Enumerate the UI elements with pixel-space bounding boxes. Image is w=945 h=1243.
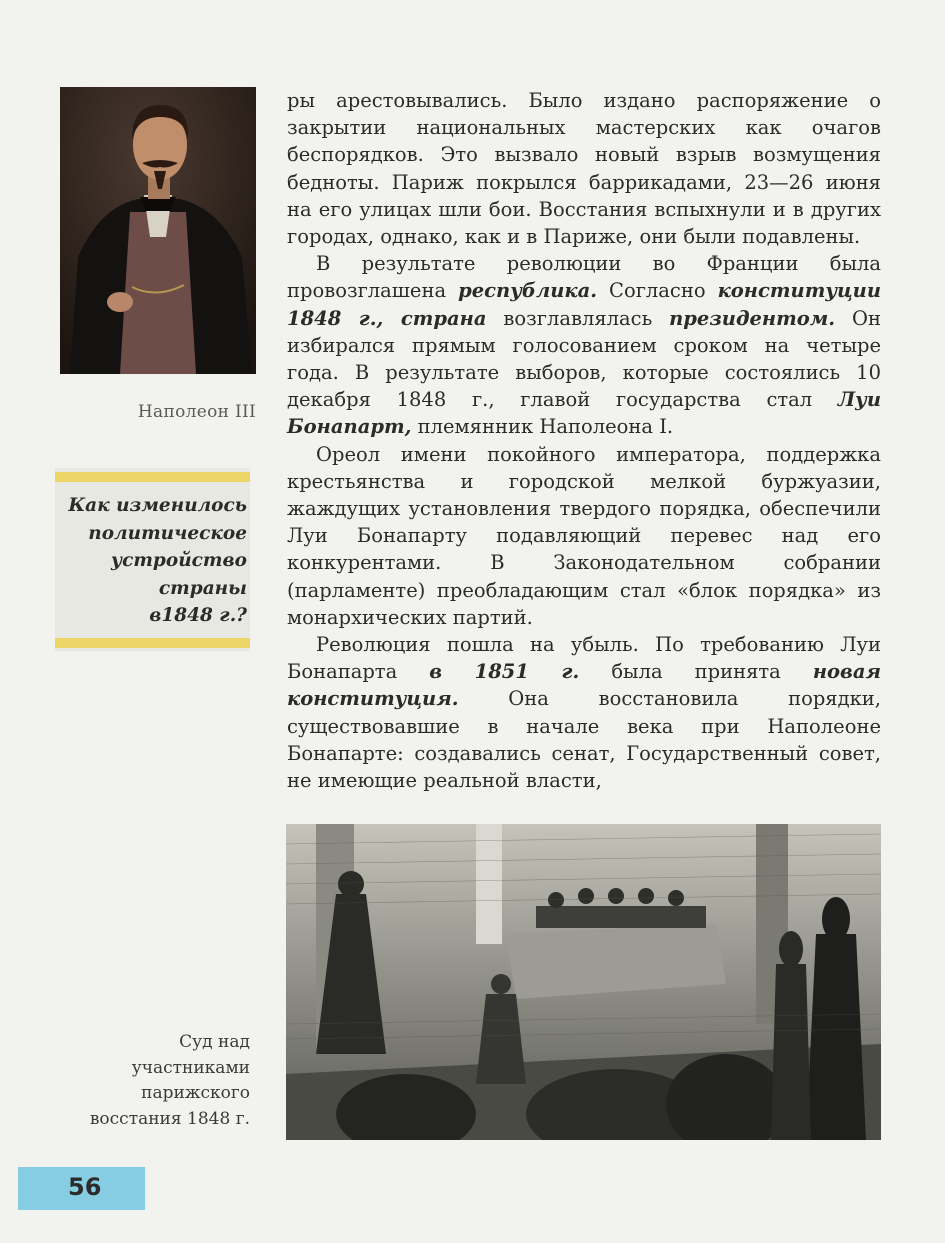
question-line: политическое bbox=[88, 522, 247, 544]
emphasis-term: новая конституция. bbox=[287, 660, 881, 711]
main-text bbox=[287, 87, 881, 794]
emphasis-term: конституции 1848 г., страна bbox=[287, 279, 882, 330]
text-run: Революция пошла на убыль. По требованию Луи Бонапарта bbox=[287, 633, 881, 684]
question-box bbox=[55, 468, 250, 651]
text-run: В результате революции во Франции была провозглашена bbox=[287, 252, 881, 303]
text-run: Согласно bbox=[597, 279, 718, 303]
paragraph-4 bbox=[287, 631, 881, 794]
caption-line: восстания 1848 г. bbox=[89, 1108, 250, 1129]
napoleon-iii-portrait bbox=[60, 87, 256, 374]
text-run: племянник Наполеона I. bbox=[411, 415, 674, 439]
emphasis-term: республика. bbox=[458, 279, 598, 303]
page-number: 56 bbox=[68, 1173, 102, 1201]
question-text bbox=[57, 492, 247, 630]
question-bottom-bar bbox=[55, 638, 250, 648]
text-run: была принята bbox=[579, 660, 813, 684]
paragraph-2 bbox=[287, 250, 881, 440]
emphasis-term: Луи Бонапарт, bbox=[287, 388, 881, 439]
text-run: возглавлялась bbox=[486, 306, 670, 330]
caption-line: парижского bbox=[141, 1083, 250, 1103]
text-run: Она восстановила порядки, существовавшие в начале века при Наполеоне Бонапарте: создавались сенат, Государственный совет, не имеющие реальной власти, bbox=[287, 687, 881, 793]
emphasis-term: президентом. bbox=[669, 306, 836, 330]
engraving-caption bbox=[40, 1030, 250, 1132]
paragraph-1: ры арестовывались. Было издано распоряжение о закрытии национальных мастерских как очагов беспорядков. Это вызвало новый взрыв возмущения бедноты. Париж покрылся баррикадами, 23—26 июня на его улицах шли бои. Восстания вспыхнули и в других городах, однако, как и в Париже, они были подавлены. bbox=[287, 89, 881, 249]
question-top-bar bbox=[55, 472, 250, 482]
paragraph-3: Ореол имени покойного императора, поддержка крестьянства и городской мелкой буржуазии, жаждущих установления твердого порядка, обеспечили Луи Бонапарту подавляющий перевес над его конкурентами. В Законодательном собрании (парламенте) преобладающим стал «блок порядка» из монархических партий. bbox=[287, 442, 881, 629]
question-line: устройство bbox=[111, 550, 247, 571]
trial-engraving bbox=[286, 824, 881, 1140]
emphasis-term: в 1851 г. bbox=[429, 660, 580, 684]
caption-line: Суд над bbox=[179, 1032, 250, 1052]
caption-line: участниками bbox=[131, 1057, 250, 1078]
question-line: в1848 г.? bbox=[149, 605, 247, 626]
text-run: Он избирался прямым голосованием сроком на четыре года. В результате выборов, которые состоялись 10 декабря 1848 г., главой государства стал bbox=[287, 306, 882, 412]
question-line: страны bbox=[158, 577, 247, 599]
question-line: Как изменилось bbox=[68, 495, 247, 516]
portrait-caption: Наполеон III bbox=[137, 402, 256, 422]
